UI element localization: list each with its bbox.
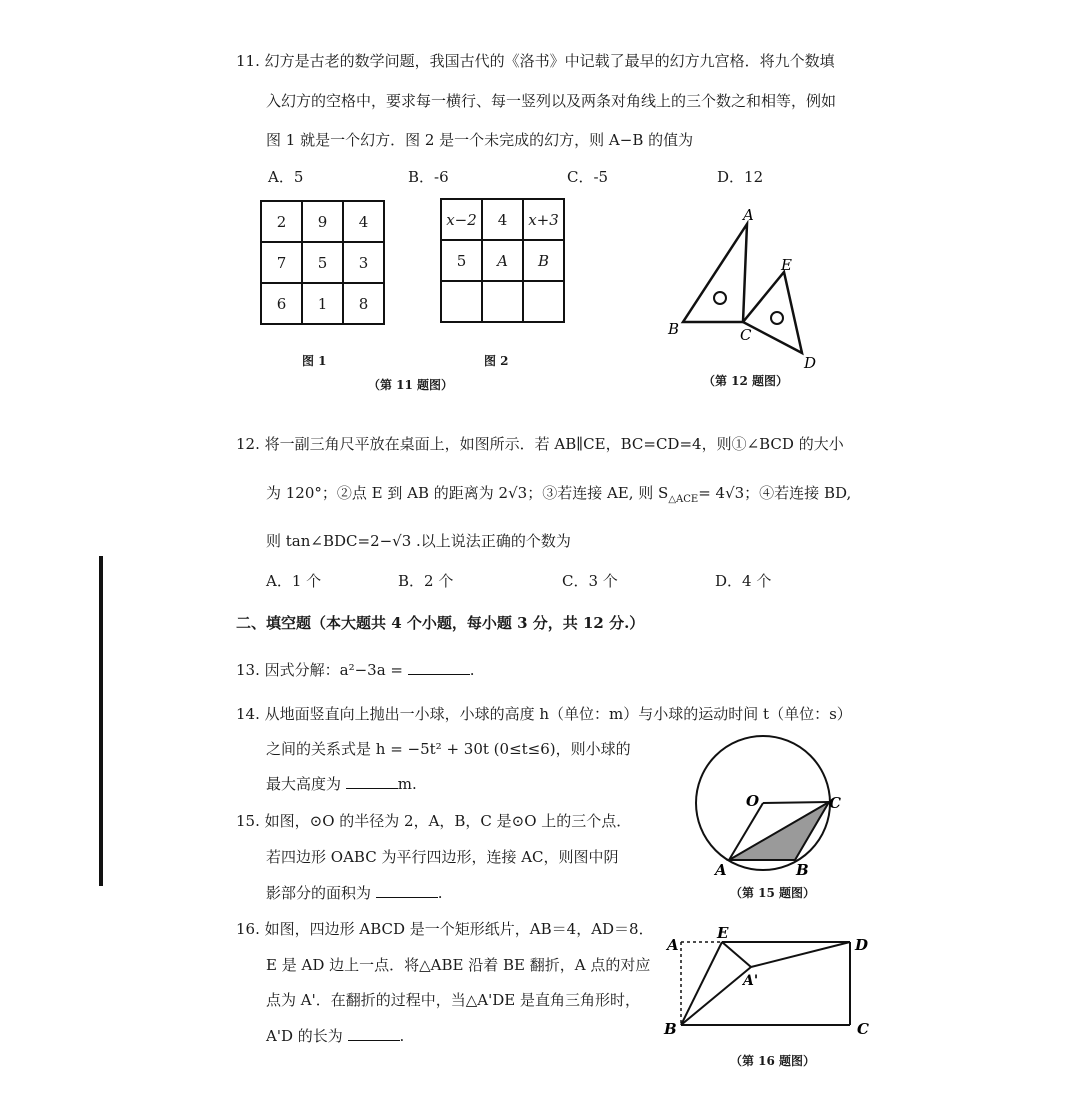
segment-a-prime-d (751, 942, 850, 967)
q15-label-b: B (796, 861, 809, 879)
q12-line-1: 12. 将一副三角尺平放在桌面上，如图所示．若 AB∥CE，BC=CD=4，则①∠BCD 的大小 (236, 435, 844, 453)
q12-label-d: D (804, 354, 817, 372)
q12-label-e: E (781, 256, 792, 274)
q16-line-4-part-a: A'D 的长为 (266, 1027, 343, 1045)
fig1-cell: 3 (343, 242, 384, 283)
q12-option-b: B．2 个 (398, 572, 454, 590)
q13-end: . (469, 661, 475, 679)
q11-figure-caption: （第 11 题图） (368, 378, 454, 392)
fig1-cell: 9 (302, 201, 343, 242)
q11-option-a: A．5 (268, 168, 304, 186)
q11-line-2: 入幻方的空格中，要求每一横行、每一竖列以及两条对角线上的三个数之和相等，例如 (266, 92, 837, 110)
fig2-caption: 图 2 (484, 354, 509, 368)
q15-label-a: A (715, 861, 727, 879)
q15-label-o: O (746, 792, 760, 810)
fig2-cell: x−2 (441, 199, 482, 240)
q12-line-2-part-a: 为 120°；②点 E 到 AB 的距离为 2√3；③若连接 AE, 则 S (266, 484, 669, 502)
q16-end: . (399, 1027, 405, 1045)
segment-ba-prime (681, 967, 751, 1025)
q16-label-b: B (664, 1020, 677, 1038)
fig1-cell: 2 (261, 201, 302, 242)
section-2-heading: 二、填空题（本大题共 4 个小题，每小题 3 分，共 12 分.） (236, 614, 645, 632)
q12-option-d: D．4 个 (715, 572, 772, 590)
q12-figure-caption: （第 12 题图） (703, 374, 789, 388)
q12-option-a: A．1 个 (266, 572, 322, 590)
q16-label-a-prime: A' (743, 973, 759, 989)
segment-be (681, 942, 722, 1025)
q16-line-2: E 是 AD 边上一点．将△ABE 沿着 BE 翻折，A 点的对应 (266, 956, 651, 974)
q16-label-a: A (667, 936, 679, 954)
fig1-cell: 7 (261, 242, 302, 283)
q16-label-e: E (717, 924, 729, 942)
fig1-caption: 图 1 (302, 354, 327, 368)
q11-option-d: D．12 (717, 168, 764, 186)
q12-label-c: C (740, 326, 752, 344)
segment-ea-prime (722, 942, 751, 967)
q12-area-subscript: △ACE (668, 494, 699, 505)
fig1-cell: 6 (261, 283, 302, 324)
fig1-cell: 8 (343, 283, 384, 324)
q11-option-c: C．-5 (567, 168, 609, 186)
q16-figure-caption: （第 16 题图） (730, 1054, 816, 1068)
q11-line-3: 图 1 就是一个幻方．图 2 是一个未完成的幻方，则 A−B 的值为 (266, 131, 694, 149)
fig2-cell: A (482, 240, 523, 281)
q16-label-d: D (855, 936, 869, 954)
q15-label-c: C (829, 794, 841, 812)
fig2-cell: 5 (441, 240, 482, 281)
fig2-cell: B (523, 240, 564, 281)
fig1-cell: 4 (343, 201, 384, 242)
q15-line-1: 15. 如图，⊙O 的半径为 2，A，B，C 是⊙O 上的三个点． (236, 812, 632, 830)
fig1-cell: 1 (302, 283, 343, 324)
q12-label-a: A (743, 206, 754, 224)
q15-figure-caption: （第 15 题图） (730, 886, 816, 900)
q15-end: . (437, 884, 443, 902)
q14-line-1: 14. 从地面竖直向上抛出一小球，小球的高度 h（单位：m）与小球的运动时间 t（单位：s） (236, 705, 852, 723)
q14-line-2: 之间的关系式是 h = −5t² + 30t (0≤t≤6)，则小球的 (266, 740, 631, 758)
q15-line-3-part-a: 影部分的面积为 (266, 884, 372, 902)
q12-option-c: C．3 个 (562, 572, 618, 590)
q11-line-1: 11. 幻方是古老的数学问题，我国古代的《洛书》中记载了最早的幻方九宫格．将九个数填 (236, 52, 835, 70)
q11-option-b: B．-6 (408, 168, 449, 186)
q12-line-3: 则 tan∠BDC=2−√3 .以上说法正确的个数为 (266, 532, 571, 550)
q16-label-c: C (857, 1020, 869, 1038)
q12-label-b: B (668, 320, 680, 338)
q14-line-3-part-a: 最大高度为 (266, 775, 342, 793)
fig1-cell: 5 (302, 242, 343, 283)
q12-line-2-part-b: = 4√3；④若连接 BD, (698, 484, 852, 502)
fig2-cell: x+3 (523, 199, 564, 240)
q15-line-2: 若四边形 OABC 为平行四边形，连接 AC，则图中阴 (266, 848, 619, 866)
q13-text: 13. 因式分解：a²−3a = (236, 661, 403, 679)
q14-unit: m. (397, 775, 417, 793)
q16-line-3: 点为 A'．在翻折的过程中，当△A'DE 是直角三角形时， (266, 991, 640, 1009)
q16-line-1: 16. 如图，四边形 ABCD 是一个矩形纸片，AB＝4，AD＝8． (236, 920, 654, 938)
fig2-cell: 4 (482, 199, 523, 240)
